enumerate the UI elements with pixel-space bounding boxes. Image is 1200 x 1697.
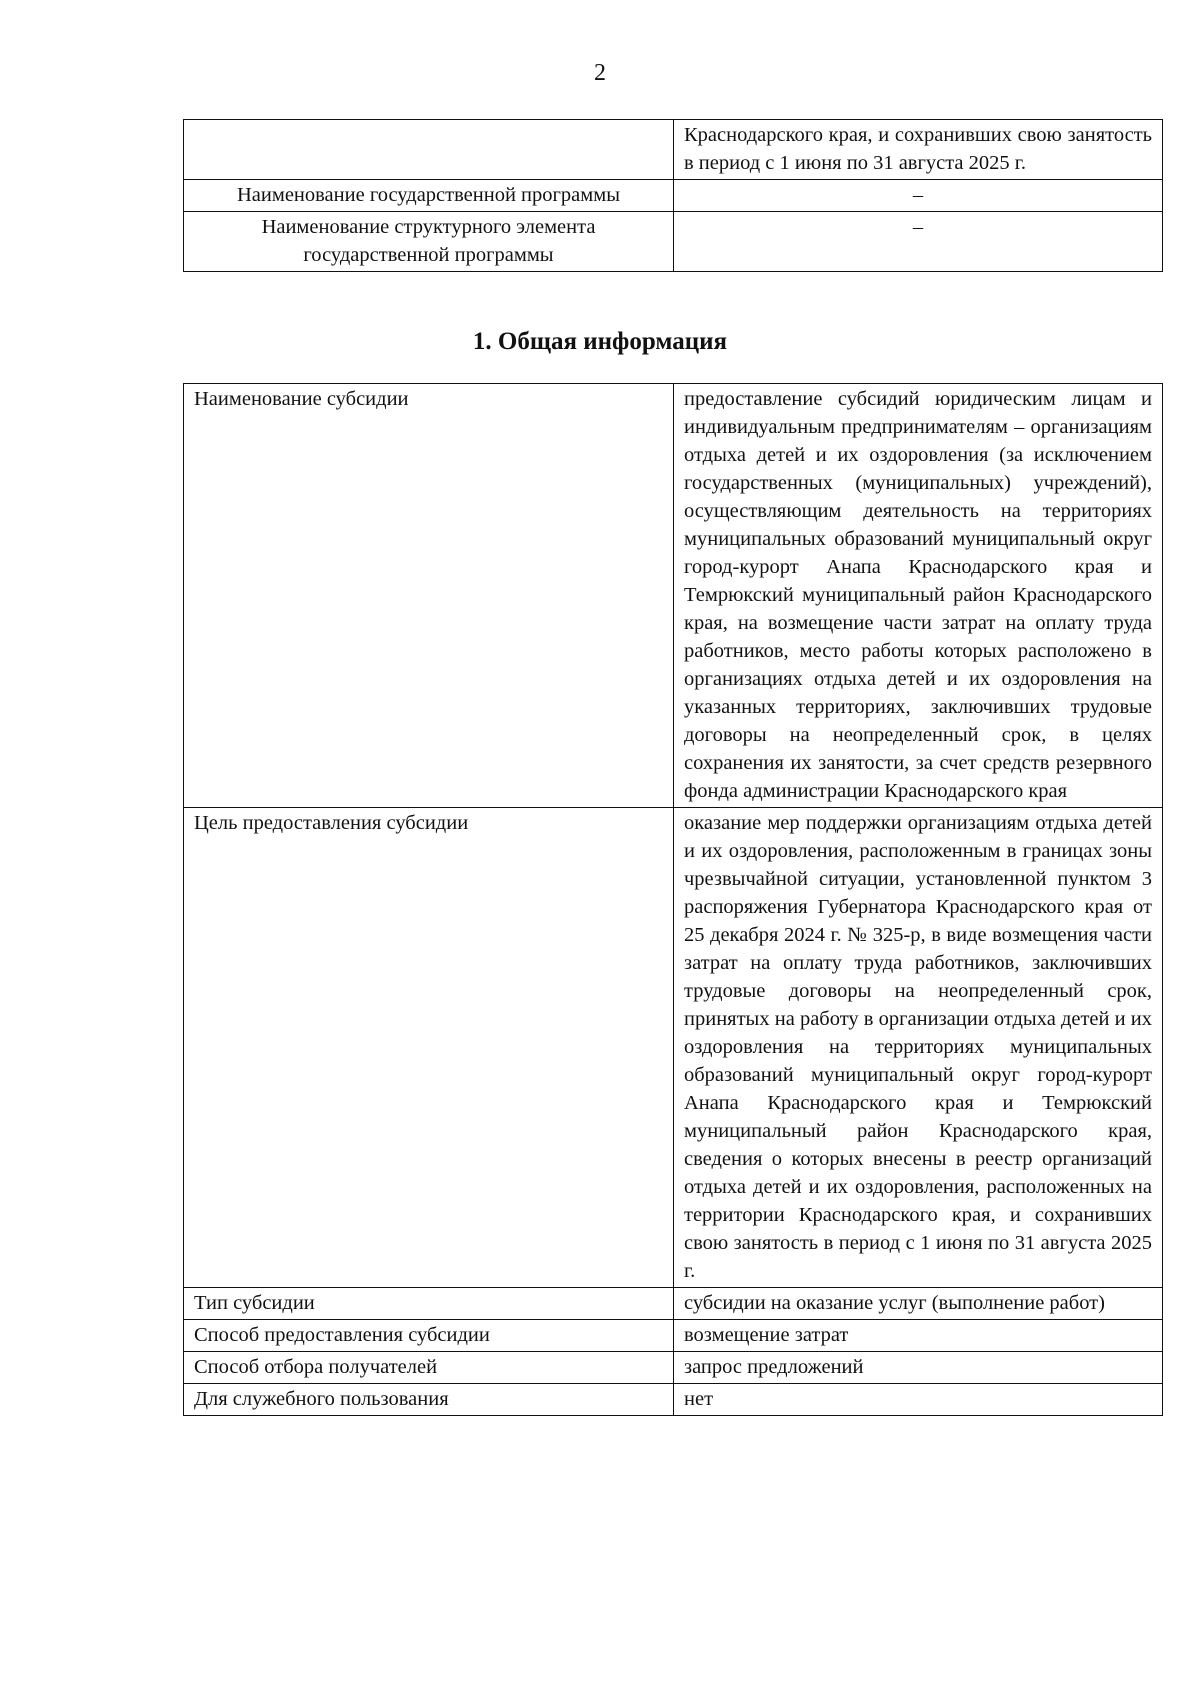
provision-method-value: возмещение затрат <box>674 1320 1163 1352</box>
subsidy-goal-value: оказание мер поддержки организациям отдыха детей и их оздоровления, расположенным в границах зоны чрезвычайной ситуации, установленной пунктом 3 распоряжения Губернатора Краснодарского края от 25 декабря 2024 г. № 325-р, в виде возмещения части затрат на оплату труда работников, заключивших трудовые договоры на неопределенный срок, принятых на работу в организации отдыха детей и их оздоровления на территориях муниципальных образований муниципальный округ город-курорт Анапа Краснодарского края и Темрюкский муниципальный район Краснодарского края, сведения о которых внесены в реестр организаций отдыха детей и их оздоровления, расположенных на территории Краснодарского края, и сохранивших свою занятость в период с 1 июня по 31 августа 2025 г. <box>674 808 1163 1288</box>
program-table-label <box>184 120 674 180</box>
official-use-value: нет <box>674 1384 1163 1416</box>
subsidy-type-label: Тип субсидии <box>184 1288 674 1320</box>
table-row <box>184 1352 1163 1384</box>
table-row <box>184 1384 1163 1416</box>
section-title: 1. Общая информация <box>472 328 728 355</box>
table-row <box>184 808 1163 1288</box>
table-row <box>184 180 1163 212</box>
subsidy-name-label: Наименование субсидии <box>184 384 674 808</box>
program-table <box>183 119 1163 272</box>
official-use-label: Для служебного пользования <box>184 1384 674 1416</box>
subsidy-type-value: субсидии на оказание услуг (выполнение работ) <box>674 1288 1163 1320</box>
table-row <box>184 1288 1163 1320</box>
structural-element-label: Наименование структурного элемента государственной программы <box>184 212 674 272</box>
table-row <box>184 120 1163 180</box>
table-row <box>184 212 1163 272</box>
table-row <box>184 384 1163 808</box>
selection-method-value: запрос предложений <box>674 1352 1163 1384</box>
page-number: 2 <box>594 60 606 86</box>
subsidy-goal-label: Цель предоставления субсидии <box>184 808 674 1288</box>
state-program-label: Наименование государственной программы <box>184 180 674 212</box>
structural-element-value: – <box>674 212 1163 272</box>
program-table-value: Краснодарского края, и сохранивших свою занятость в период с 1 июня по 31 августа 2025 г. <box>674 120 1163 180</box>
state-program-value: – <box>674 180 1163 212</box>
provision-method-label: Способ предоставления субсидии <box>184 1320 674 1352</box>
table-row <box>184 1320 1163 1352</box>
selection-method-label: Способ отбора получателей <box>184 1352 674 1384</box>
subsidy-name-value: предоставление субсидий юридическим лицам и индивидуальным предпринимателям – организациям отдыха детей и их оздоровления (за исключением государственных (муниципальных) учреждений), осуществляющим деятельность на территориях муниципальных образований муниципальный округ город-курорт Анапа Краснодарского края и Темрюкский муниципальный район Краснодарского края, на возмещение части затрат на оплату труда работников, место работы которых расположено в организациях отдыха детей и их оздоровления на указанных территориях, заключивших трудовые договоры на неопределенный срок, в целях сохранения их занятости, за счет средств резервного фонда администрации Краснодарского края <box>674 384 1163 808</box>
general-info-table <box>183 383 1163 1416</box>
